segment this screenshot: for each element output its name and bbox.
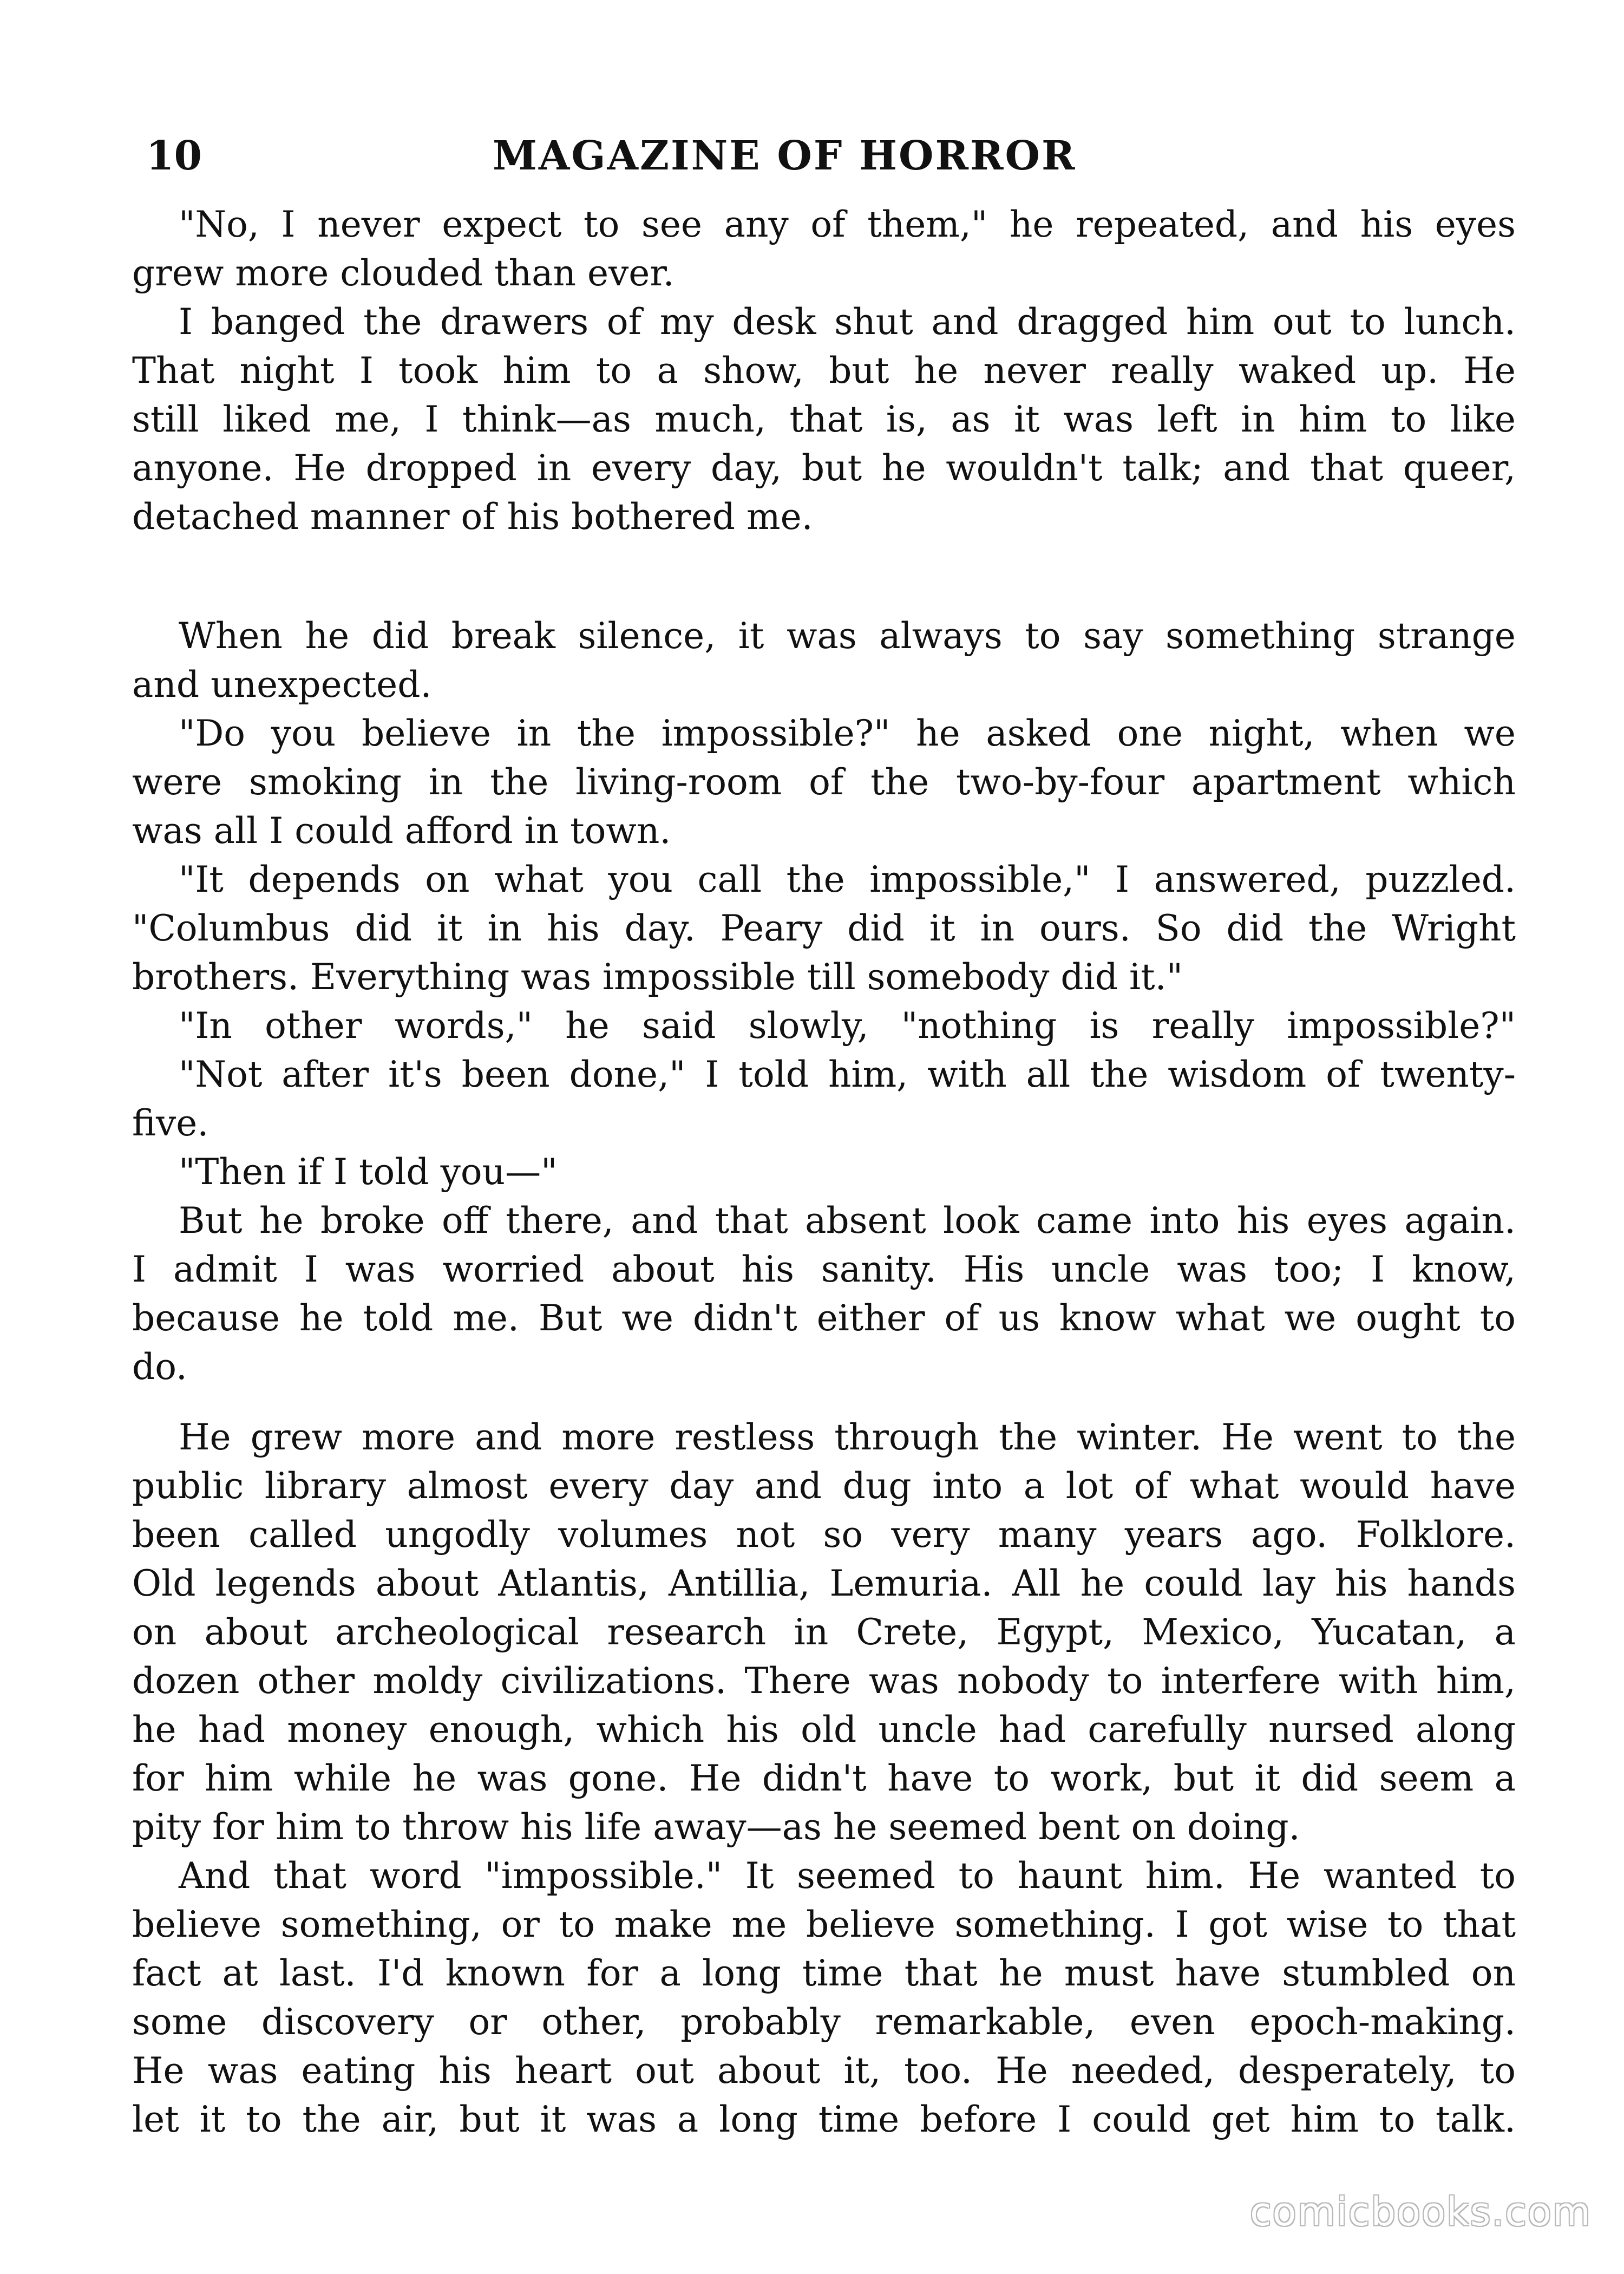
text-line: pity for him to throw his life away—as he seemed bent on doing. bbox=[132, 1806, 1300, 1848]
text-line: was all I could afford in town. bbox=[132, 810, 671, 852]
text-line: some discovery or other, probably remarkable, even epoch-making. bbox=[132, 2001, 1516, 2043]
text-line: let it to the air, but it was a long time before I could get him to talk. bbox=[132, 2099, 1516, 2140]
text-line: still liked me, I think—as much, that is, as it was left in him to like bbox=[132, 398, 1516, 440]
text-line: believe something, or to make me believe something. I got wise to that bbox=[132, 1904, 1516, 1945]
text-line: "Then if I told you—" bbox=[179, 1151, 558, 1193]
text-line: he had money enough, which his old uncle had carefully nursed along bbox=[132, 1709, 1516, 1750]
text-line: public library almost every day and dug into a lot of what would have bbox=[132, 1465, 1516, 1507]
text-line: "Not after it's been done," I told him, with all the wisdom of twenty- bbox=[179, 1054, 1516, 1095]
text-line: brothers. Everything was impossible till somebody did it." bbox=[132, 956, 1183, 998]
text-line: because he told me. But we didn't either of us know what we ought to bbox=[132, 1297, 1516, 1339]
text-line: detached manner of his bothered me. bbox=[132, 496, 813, 538]
text-line: been called ungodly volumes not so very many years ago. Folklore. bbox=[132, 1514, 1516, 1556]
text-line: "It depends on what you call the impossible," I answered, puzzled. bbox=[179, 859, 1516, 900]
page-header bbox=[146, 129, 1478, 183]
text-line: for him while he was gone. He didn't have to work, but it did seem a bbox=[132, 1757, 1516, 1799]
text-line: And that word "impossible." It seemed to haunt him. He wanted to bbox=[179, 1855, 1516, 1897]
page-number: 10 bbox=[146, 133, 202, 179]
text-line: and unexpected. bbox=[132, 664, 432, 705]
text-line: I admit I was worried about his sanity. His uncle was too; I know, bbox=[132, 1249, 1516, 1290]
watermark: comicbooks.com bbox=[1249, 2189, 1592, 2234]
text-block-1 bbox=[132, 200, 1516, 541]
text-line: on about archeological research in Crete, Egypt, Mexico, Yucatan, a bbox=[132, 1611, 1516, 1653]
running-title: MAGAZINE OF HORROR bbox=[493, 133, 1077, 179]
text-block-2 bbox=[132, 612, 1516, 1391]
text-line: do. bbox=[132, 1346, 187, 1388]
text-block-3 bbox=[132, 1413, 1516, 2144]
text-line: He was eating his heart out about it, too. He needed, desperately, to bbox=[132, 2050, 1516, 2092]
text-line: That night I took him to a show, but he never really waked up. He bbox=[132, 350, 1516, 391]
text-line: anyone. He dropped in every day, but he wouldn't talk; and that queer, bbox=[132, 447, 1516, 489]
text-line: grew more clouded than ever. bbox=[132, 252, 675, 294]
text-line: were smoking in the living-room of the two-by-four apartment which bbox=[132, 761, 1516, 803]
text-line: "Do you believe in the impossible?" he asked one night, when we bbox=[179, 713, 1516, 754]
text-line: fact at last. I'd known for a long time that he must have stumbled on bbox=[132, 1952, 1516, 1994]
text-line: "Columbus did it in his day. Peary did it in ours. So did the Wright bbox=[132, 907, 1516, 949]
text-line: "No, I never expect to see any of them," he repeated, and his eyes bbox=[179, 204, 1516, 245]
text-line: He grew more and more restless through the winter. He went to the bbox=[179, 1416, 1516, 1458]
text-line: When he did break silence, it was always to say something strange bbox=[179, 615, 1516, 657]
text-line: Old legends about Atlantis, Antillia, Lemuria. All he could lay his hands bbox=[132, 1563, 1516, 1604]
text-line: I banged the drawers of my desk shut and dragged him out to lunch. bbox=[179, 301, 1516, 343]
text-line: five. bbox=[132, 1102, 209, 1144]
text-line: But he broke off there, and that absent look came into his eyes again. bbox=[179, 1200, 1516, 1241]
text-line: "In other words," he said slowly, "nothing is really impossible?" bbox=[179, 1005, 1516, 1047]
text-line: dozen other moldy civilizations. There was nobody to interfere with him, bbox=[132, 1660, 1516, 1702]
